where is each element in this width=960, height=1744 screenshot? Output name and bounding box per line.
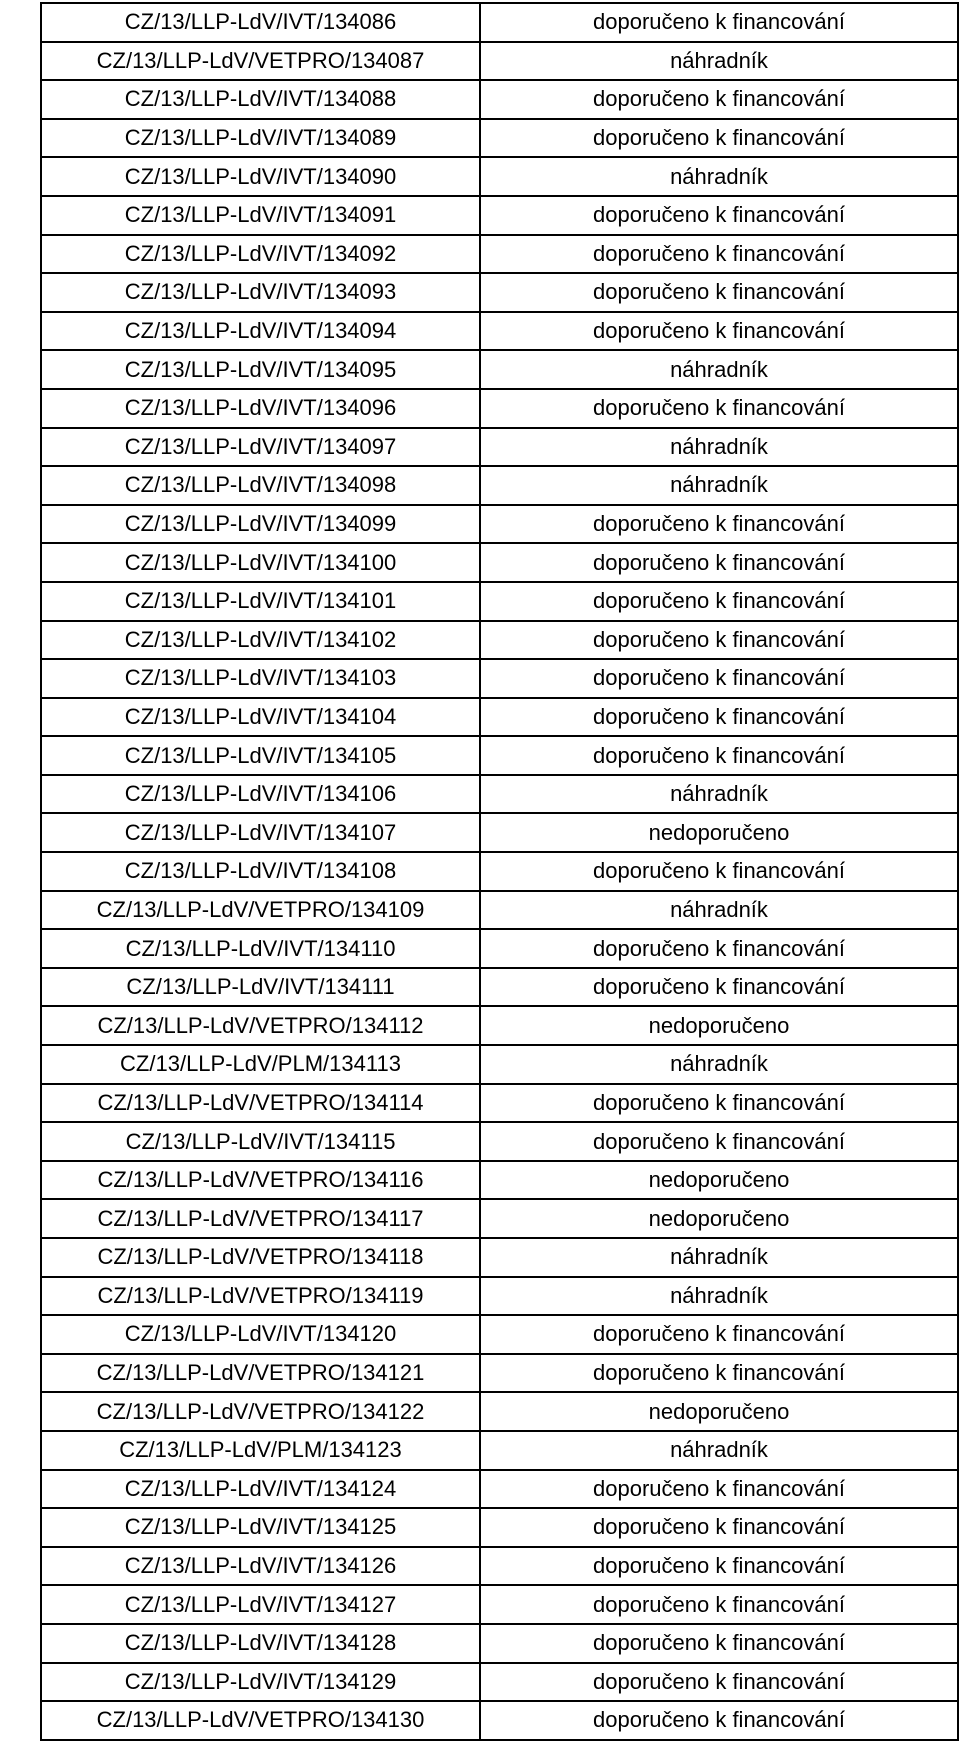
status-cell: náhradník — [480, 1045, 958, 1084]
table-row — [41, 1701, 958, 1740]
table-row — [41, 1431, 958, 1470]
status-cell: doporučeno k financování — [480, 582, 958, 621]
project-code-cell: CZ/13/LLP-LdV/IVT/134086 — [41, 3, 480, 42]
table-row — [41, 775, 958, 814]
project-code-cell: CZ/13/LLP-LdV/IVT/134129 — [41, 1663, 480, 1702]
project-code-cell: CZ/13/LLP-LdV/VETPRO/134119 — [41, 1277, 480, 1316]
status-cell: náhradník — [480, 428, 958, 467]
project-code-cell: CZ/13/LLP-LdV/PLM/134123 — [41, 1431, 480, 1470]
status-cell: doporučeno k financování — [480, 736, 958, 775]
project-code-cell: CZ/13/LLP-LdV/IVT/134108 — [41, 852, 480, 891]
results-sheet — [40, 2, 957, 1742]
table-row — [41, 1122, 958, 1161]
status-cell: náhradník — [480, 1238, 958, 1277]
project-code-cell: CZ/13/LLP-LdV/IVT/134094 — [41, 312, 480, 351]
status-cell: náhradník — [480, 1431, 958, 1470]
project-code-cell: CZ/13/LLP-LdV/VETPRO/134121 — [41, 1354, 480, 1393]
status-cell: náhradník — [480, 775, 958, 814]
table-row — [41, 3, 958, 42]
status-cell: doporučeno k financování — [480, 852, 958, 891]
status-cell: doporučeno k financování — [480, 273, 958, 312]
status-cell: doporučeno k financování — [480, 1624, 958, 1663]
project-code-cell: CZ/13/LLP-LdV/IVT/134097 — [41, 428, 480, 467]
project-code-cell: CZ/13/LLP-LdV/IVT/134102 — [41, 621, 480, 660]
status-cell: doporučeno k financování — [480, 119, 958, 158]
project-code-cell: CZ/13/LLP-LdV/VETPRO/134118 — [41, 1238, 480, 1277]
table-row — [41, 235, 958, 274]
table-row — [41, 1354, 958, 1393]
table-row — [41, 1315, 958, 1354]
project-code-cell: CZ/13/LLP-LdV/VETPRO/134122 — [41, 1392, 480, 1431]
status-cell: doporučeno k financování — [480, 1122, 958, 1161]
table-row — [41, 582, 958, 621]
project-code-cell: CZ/13/LLP-LdV/IVT/134090 — [41, 157, 480, 196]
project-code-cell: CZ/13/LLP-LdV/PLM/134113 — [41, 1045, 480, 1084]
project-code-cell: CZ/13/LLP-LdV/IVT/134103 — [41, 659, 480, 698]
project-code-cell: CZ/13/LLP-LdV/IVT/134125 — [41, 1508, 480, 1547]
status-cell: doporučeno k financování — [480, 1470, 958, 1509]
project-code-cell: CZ/13/LLP-LdV/VETPRO/134112 — [41, 1006, 480, 1045]
status-cell: nedoporučeno — [480, 813, 958, 852]
status-cell: doporučeno k financování — [480, 389, 958, 428]
table-row — [41, 157, 958, 196]
project-code-cell: CZ/13/LLP-LdV/VETPRO/134114 — [41, 1084, 480, 1123]
project-code-cell: CZ/13/LLP-LdV/IVT/134091 — [41, 196, 480, 235]
status-cell: doporučeno k financování — [480, 3, 958, 42]
table-row — [41, 1161, 958, 1200]
status-cell: náhradník — [480, 350, 958, 389]
project-code-cell: CZ/13/LLP-LdV/IVT/134128 — [41, 1624, 480, 1663]
table-row — [41, 312, 958, 351]
table-row — [41, 466, 958, 505]
project-code-cell: CZ/13/LLP-LdV/IVT/134096 — [41, 389, 480, 428]
table-row — [41, 389, 958, 428]
project-code-cell: CZ/13/LLP-LdV/IVT/134115 — [41, 1122, 480, 1161]
project-code-cell: CZ/13/LLP-LdV/IVT/134104 — [41, 698, 480, 737]
table-row — [41, 1585, 958, 1624]
table-row — [41, 196, 958, 235]
status-cell: doporučeno k financování — [480, 1508, 958, 1547]
project-code-cell: CZ/13/LLP-LdV/IVT/134126 — [41, 1547, 480, 1586]
table-row — [41, 42, 958, 81]
table-row — [41, 543, 958, 582]
project-code-cell: CZ/13/LLP-LdV/IVT/134089 — [41, 119, 480, 158]
status-cell: nedoporučeno — [480, 1161, 958, 1200]
status-cell: doporučeno k financování — [480, 1315, 958, 1354]
project-code-cell: CZ/13/LLP-LdV/VETPRO/134109 — [41, 891, 480, 930]
status-cell: doporučeno k financování — [480, 698, 958, 737]
status-cell: doporučeno k financování — [480, 1547, 958, 1586]
project-code-cell: CZ/13/LLP-LdV/IVT/134095 — [41, 350, 480, 389]
table-row — [41, 350, 958, 389]
project-code-cell: CZ/13/LLP-LdV/IVT/134098 — [41, 466, 480, 505]
project-code-cell: CZ/13/LLP-LdV/VETPRO/134087 — [41, 42, 480, 81]
table-row — [41, 968, 958, 1007]
status-cell: doporučeno k financování — [480, 968, 958, 1007]
project-code-cell: CZ/13/LLP-LdV/VETPRO/134117 — [41, 1199, 480, 1238]
project-code-cell: CZ/13/LLP-LdV/IVT/134093 — [41, 273, 480, 312]
status-cell: nedoporučeno — [480, 1199, 958, 1238]
table-row — [41, 1277, 958, 1316]
project-code-cell: CZ/13/LLP-LdV/IVT/134105 — [41, 736, 480, 775]
status-cell: doporučeno k financování — [480, 543, 958, 582]
table-row — [41, 698, 958, 737]
project-code-cell: CZ/13/LLP-LdV/IVT/134106 — [41, 775, 480, 814]
status-cell: doporučeno k financování — [480, 196, 958, 235]
status-cell: náhradník — [480, 42, 958, 81]
table-row — [41, 1045, 958, 1084]
project-code-cell: CZ/13/LLP-LdV/VETPRO/134130 — [41, 1701, 480, 1740]
status-cell: doporučeno k financování — [480, 1663, 958, 1702]
project-code-cell: CZ/13/LLP-LdV/IVT/134120 — [41, 1315, 480, 1354]
table-row — [41, 1199, 958, 1238]
project-code-cell: CZ/13/LLP-LdV/IVT/134092 — [41, 235, 480, 274]
status-cell: doporučeno k financování — [480, 1701, 958, 1740]
table-row — [41, 736, 958, 775]
status-cell: náhradník — [480, 891, 958, 930]
project-code-cell: CZ/13/LLP-LdV/IVT/134127 — [41, 1585, 480, 1624]
project-code-cell: CZ/13/LLP-LdV/IVT/134111 — [41, 968, 480, 1007]
table-row — [41, 621, 958, 660]
table-row — [41, 1624, 958, 1663]
table-row — [41, 80, 958, 119]
table-row — [41, 505, 958, 544]
status-cell: doporučeno k financování — [480, 80, 958, 119]
results-table — [40, 2, 959, 1741]
table-row — [41, 1392, 958, 1431]
status-cell: doporučeno k financování — [480, 312, 958, 351]
table-row — [41, 428, 958, 467]
project-code-cell: CZ/13/LLP-LdV/IVT/134107 — [41, 813, 480, 852]
status-cell: doporučeno k financování — [480, 621, 958, 660]
project-code-cell: CZ/13/LLP-LdV/IVT/134088 — [41, 80, 480, 119]
status-cell: doporučeno k financování — [480, 1084, 958, 1123]
results-table-body — [41, 3, 958, 1740]
project-code-cell: CZ/13/LLP-LdV/IVT/134099 — [41, 505, 480, 544]
table-row — [41, 659, 958, 698]
project-code-cell: CZ/13/LLP-LdV/IVT/134124 — [41, 1470, 480, 1509]
status-cell: doporučeno k financování — [480, 505, 958, 544]
table-row — [41, 119, 958, 158]
status-cell: náhradník — [480, 466, 958, 505]
table-row — [41, 1006, 958, 1045]
status-cell: náhradník — [480, 157, 958, 196]
table-row — [41, 852, 958, 891]
table-row — [41, 1508, 958, 1547]
table-row — [41, 1238, 958, 1277]
table-row — [41, 273, 958, 312]
status-cell: náhradník — [480, 1277, 958, 1316]
project-code-cell: CZ/13/LLP-LdV/IVT/134101 — [41, 582, 480, 621]
project-code-cell: CZ/13/LLP-LdV/IVT/134110 — [41, 929, 480, 968]
status-cell: doporučeno k financování — [480, 1354, 958, 1393]
table-row — [41, 813, 958, 852]
status-cell: doporučeno k financování — [480, 1585, 958, 1624]
table-row — [41, 1084, 958, 1123]
table-row — [41, 1470, 958, 1509]
project-code-cell: CZ/13/LLP-LdV/IVT/134100 — [41, 543, 480, 582]
status-cell: doporučeno k financování — [480, 659, 958, 698]
table-row — [41, 1547, 958, 1586]
table-row — [41, 929, 958, 968]
status-cell: doporučeno k financování — [480, 929, 958, 968]
status-cell: doporučeno k financování — [480, 235, 958, 274]
status-cell: nedoporučeno — [480, 1006, 958, 1045]
table-row — [41, 1663, 958, 1702]
table-row — [41, 891, 958, 930]
project-code-cell: CZ/13/LLP-LdV/VETPRO/134116 — [41, 1161, 480, 1200]
status-cell: nedoporučeno — [480, 1392, 958, 1431]
